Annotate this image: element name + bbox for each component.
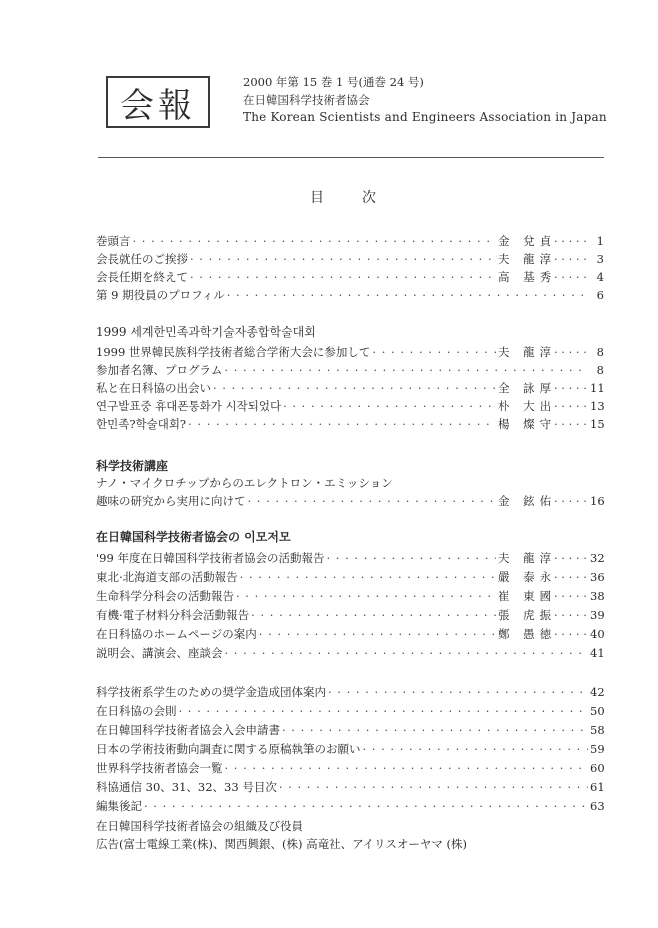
entry-title: 参加者名簿、プログラム	[96, 363, 223, 377]
entry-page: 3	[596, 252, 604, 266]
entry-page: 16	[590, 494, 605, 508]
toc-entry	[96, 588, 604, 606]
entry-title: 会長就任のご挨拶	[96, 252, 188, 266]
toc-entry	[96, 493, 604, 511]
toc-title: 目次	[310, 190, 414, 206]
entry-title: 한민족?학술대회?	[96, 417, 187, 431]
section-heading: 科学技術講座	[96, 459, 169, 473]
entry-title: 연구발표중 휴대폰통화가 시작되었다	[96, 399, 282, 413]
entry-title: 科学技術系学生のための奨学金造成団体案内	[96, 685, 326, 699]
entry-title: 日本の学術技術動向調査に関する原稿執筆のお願い	[96, 742, 361, 756]
entry-page: 4	[596, 270, 604, 284]
toc-entry	[96, 344, 604, 362]
entry-title: 説明会、講演会、座談会	[96, 646, 223, 660]
entry-page: 39	[590, 608, 605, 622]
entry-page: 1	[596, 234, 604, 248]
toc-entry	[96, 233, 604, 251]
entry-author: 金 兌貞	[498, 234, 557, 248]
entry-author: 夫 龍淳	[498, 551, 557, 565]
toc-entry	[96, 779, 604, 797]
entry-author: 高 基秀	[498, 270, 557, 284]
header-rule	[98, 157, 604, 158]
entry-author: 鄭 愚徳	[498, 627, 557, 641]
entry-title: 1999 世界韓民族科学技術者総合学術大会に参加して	[96, 345, 371, 359]
entry-page: 60	[590, 761, 605, 775]
entry-page: 59	[590, 742, 605, 756]
entry-title: 編集後記	[96, 799, 142, 813]
entry-title: 科協通信 30、31、32、33 号目次	[96, 780, 277, 794]
toc-entry	[96, 684, 604, 702]
toc-entry	[96, 645, 604, 663]
entry-page: 63	[590, 799, 605, 813]
toc-entry	[96, 416, 604, 434]
toc-entry	[96, 251, 604, 269]
footer-line: 在日韓国科学技術者協会の組織及び役員	[96, 819, 303, 833]
entry-page: 15	[590, 417, 605, 431]
entry-page: 61	[590, 780, 605, 794]
toc-entry	[96, 569, 604, 587]
toc-entry	[96, 362, 604, 380]
entry-author: 夫 龍淳	[498, 252, 557, 266]
entry-page: 32	[590, 551, 605, 565]
entry-author: 崔 東國	[498, 589, 557, 603]
footer-line: 広告(富士電線工業(株)、関西興銀、(株) 高竜社、アイリスオーヤマ (株)	[96, 837, 467, 851]
entry-title: 巻頭言	[96, 234, 131, 248]
toc-entry	[96, 626, 604, 644]
section-subtitle: ナノ・マイクロチップからのエレクトロン・エミッション	[96, 476, 393, 490]
entry-page: 8	[596, 363, 604, 377]
entry-author: 張 虎振	[498, 608, 557, 622]
entry-page: 50	[590, 704, 605, 718]
org-name-en: The Korean Scientists and Engineers Association in Japan	[243, 110, 607, 124]
logo: 会報	[106, 76, 210, 128]
entry-title: 東北·北海道支部の活動報告	[96, 570, 238, 584]
entry-page: 36	[590, 570, 605, 584]
entry-page: 11	[590, 381, 605, 395]
entry-title: 世界科学技術者協会一覧	[96, 761, 223, 775]
entry-title: 第 9 期役員のプロフィル	[96, 288, 225, 302]
entry-title: 会長任期を終えて	[96, 270, 188, 284]
entry-title: 在日科協のホームページの案内	[96, 627, 257, 641]
entry-author: 全 詠厚	[498, 381, 557, 395]
entry-author: 楊 燦守	[498, 417, 557, 431]
section-heading: 1999 세계한민족과학기술자종합학술대회	[96, 325, 316, 339]
entry-page: 41	[590, 646, 605, 660]
entry-page: 38	[590, 589, 605, 603]
toc-entry	[96, 798, 604, 816]
issue-info: 2000 年第 15 巻 1 号(通巻 24 号)	[243, 75, 424, 89]
entry-author: 嚴 泰永	[498, 570, 557, 584]
entry-page: 8	[596, 345, 604, 359]
entry-title: 有機·電子材料分科会活動報告	[96, 608, 250, 622]
entry-title: '99 年度在日韓国科学技術者協会の活動報告	[96, 551, 325, 565]
entry-page: 58	[590, 723, 605, 737]
toc-entry	[96, 760, 604, 778]
toc-entry	[96, 741, 604, 759]
entry-title: 私と在日科協の出会い	[96, 381, 211, 395]
entry-author: 朴 大出	[498, 399, 557, 413]
entry-title: 生命科学分科会の活動報告	[96, 589, 234, 603]
entry-title: 在日科協の会則	[96, 704, 177, 718]
toc-entry	[96, 269, 604, 287]
toc-entry	[96, 607, 604, 625]
entry-page: 42	[590, 685, 605, 699]
entry-page: 13	[590, 399, 605, 413]
entry-page: 40	[590, 627, 605, 641]
toc-entry	[96, 398, 604, 416]
entry-author: 金 鉉佑	[498, 494, 557, 508]
entry-title: 趣味の研究から実用に向けて	[96, 494, 246, 508]
section-heading: 在日韓国科学技術者協会の 이모저모	[96, 530, 291, 544]
org-name-ja: 在日韓国科学技術者協会	[243, 93, 370, 107]
entry-page: 6	[596, 288, 604, 302]
toc-entry	[96, 703, 604, 721]
toc-entry	[96, 380, 604, 398]
toc-entry	[96, 287, 604, 305]
toc-entry	[96, 550, 604, 568]
entry-author: 夫 龍淳	[498, 345, 557, 359]
toc-entry	[96, 722, 604, 740]
entry-title: 在日韓国科学技術者協会入会申請書	[96, 723, 280, 737]
